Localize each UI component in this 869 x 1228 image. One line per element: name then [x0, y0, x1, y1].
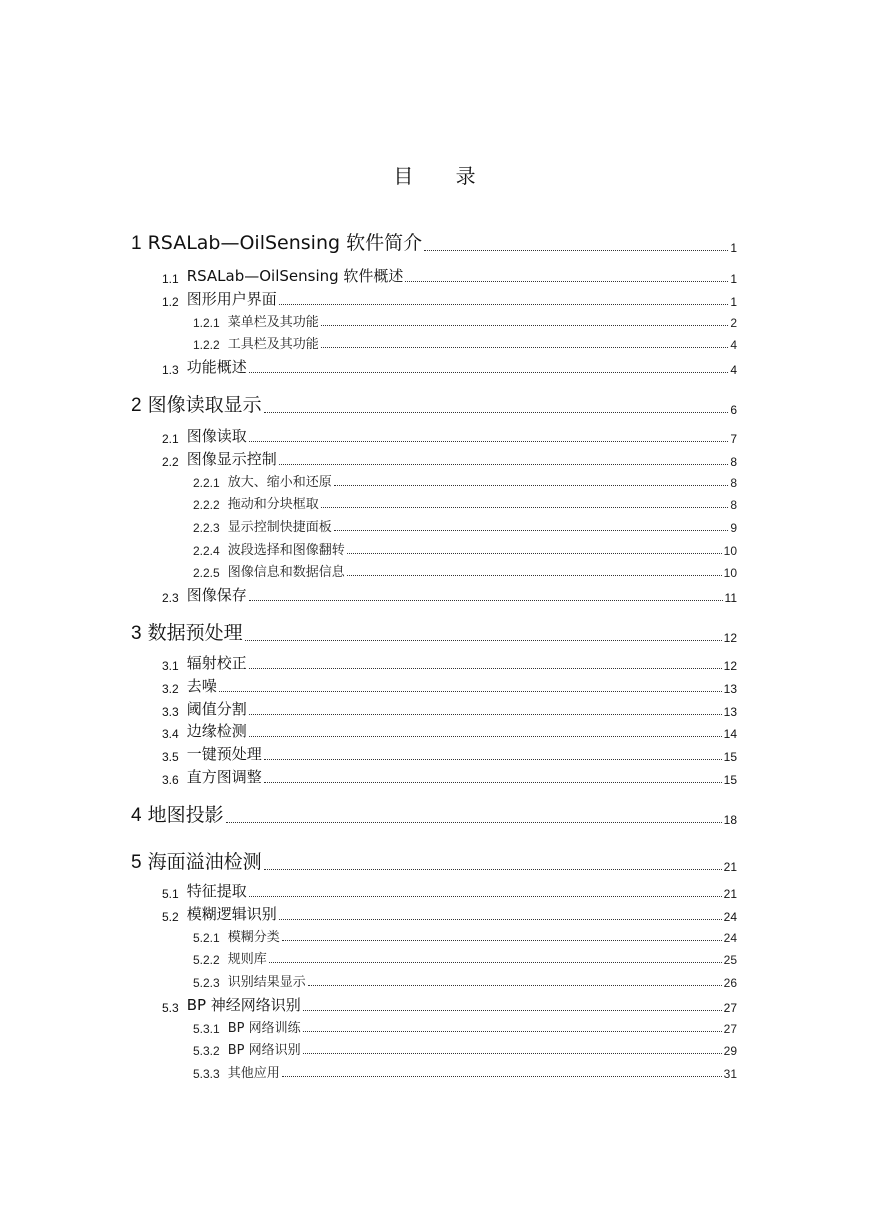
toc-entry-number: 1: [131, 233, 142, 254]
toc-page-number: 15: [723, 773, 737, 787]
toc-leader-dots: [303, 1031, 722, 1032]
toc-entry-number: 5.2.1: [193, 931, 220, 945]
toc-entry-level2[interactable]: [162, 699, 737, 719]
toc-entry-title: 特征提取: [186, 882, 247, 900]
toc-page-number: 14: [723, 727, 737, 741]
toc-entry-number: 1.2.1: [193, 316, 220, 330]
toc-leader-dots: [334, 530, 729, 531]
toc-entry-number: 5.1: [162, 887, 179, 901]
toc-entry-title: BP 网络识别: [227, 1043, 301, 1058]
toc-leader-dots: [249, 896, 722, 897]
toc-leader-dots: [249, 736, 722, 737]
toc-entry-number: 2.2.2: [193, 498, 220, 512]
toc-entry-level2[interactable]: [162, 653, 737, 673]
toc-leader-dots: [279, 919, 722, 920]
toc-leader-dots: [269, 962, 722, 963]
toc-page-number: 29: [723, 1044, 737, 1058]
toc-entry-level2[interactable]: [162, 357, 737, 377]
toc-entry-number: 5: [131, 852, 142, 873]
toc-leader-dots: [219, 691, 722, 692]
toc-page-number: 31: [723, 1067, 737, 1081]
toc-page-number: 24: [723, 910, 737, 924]
toc-entry-level3[interactable]: [193, 1063, 737, 1081]
toc-entry-number: 2.2.1: [193, 476, 220, 490]
toc-page-number: 26: [723, 976, 737, 990]
toc-entry-number: 2.2.5: [193, 566, 220, 580]
toc-entry-number: 5.3.2: [193, 1044, 220, 1058]
toc-entry-title: BP 神经网络识别: [186, 996, 301, 1014]
toc-entry-number: 5.2.2: [193, 953, 220, 967]
toc-entry-number: 5.3: [162, 1001, 179, 1015]
toc-entry-number: 2.1: [162, 432, 179, 446]
toc-entry-level2[interactable]: [162, 995, 737, 1015]
toc-page-number: 12: [723, 659, 737, 673]
toc-leader-dots: [321, 507, 729, 508]
toc-entry-title: 模糊分类: [227, 930, 280, 945]
toc-entry-title: 图像显示控制: [186, 450, 277, 468]
toc-entry-title: 其他应用: [227, 1066, 280, 1081]
toc-page-number: 6: [730, 403, 737, 417]
toc-entry-level1[interactable]: [131, 391, 737, 417]
toc-leader-dots: [264, 759, 722, 760]
toc-leader-dots: [264, 869, 722, 870]
toc-entry-title: 显示控制快捷面板: [227, 520, 332, 535]
toc-entry-level2[interactable]: [162, 721, 737, 741]
toc-leader-dots: [334, 485, 729, 486]
toc-entry-level2[interactable]: [162, 767, 737, 787]
toc-entry-title: 图像信息和数据信息: [227, 565, 345, 580]
toc-entry-level1[interactable]: [131, 801, 737, 827]
toc-entry-level3[interactable]: [193, 1040, 737, 1058]
toc-entry-number: 2: [131, 395, 142, 416]
toc-entry-title: 菜单栏及其功能: [227, 315, 319, 330]
toc-entry-number: 4: [131, 805, 142, 826]
toc-entry-title: 图像读取显示: [147, 394, 262, 416]
toc-entry-level2[interactable]: [162, 744, 737, 764]
toc-entry-title: 图像保存: [186, 586, 247, 604]
toc-entry-number: 2.3: [162, 591, 179, 605]
toc-entry-title: 功能概述: [186, 358, 247, 376]
toc-entry-title: 海面溢油检测: [147, 851, 262, 873]
toc-entry-level1[interactable]: [131, 619, 737, 645]
toc-entry-title: 识别结果显示: [227, 975, 306, 990]
toc-page-number: 21: [723, 860, 737, 874]
toc-page-number: 2: [730, 316, 737, 330]
toc-page-number: 4: [730, 363, 737, 377]
toc-entry-title: 模糊逻辑识别: [186, 905, 277, 923]
toc-entry-level3[interactable]: [193, 1018, 737, 1036]
toc-page-number: 8: [730, 455, 737, 469]
toc-page-number: 1: [730, 295, 737, 309]
toc-page-number: 27: [723, 1022, 737, 1036]
toc-page-number: 9: [730, 521, 737, 535]
toc-entry-level3[interactable]: [193, 972, 737, 990]
toc-leader-dots: [226, 822, 722, 823]
toc-page-number: 11: [724, 591, 737, 605]
toc-leader-dots: [424, 250, 728, 251]
toc-leader-dots: [264, 782, 722, 783]
toc-leader-dots: [249, 600, 723, 601]
toc-entry-level3[interactable]: [193, 334, 737, 352]
toc-page-number: 1: [730, 241, 737, 255]
toc-entry-level3[interactable]: [193, 562, 737, 580]
toc-entry-level2[interactable]: [162, 904, 737, 924]
toc-leader-dots: [308, 985, 722, 986]
toc-leader-dots: [303, 1010, 722, 1011]
toc-entry-number: 3.1: [162, 659, 179, 673]
toc-entry-level3[interactable]: [193, 927, 737, 945]
toc-page-number: 7: [730, 432, 737, 446]
toc-entry-title: RSALab—OilSensing 软件概述: [186, 267, 404, 285]
toc-entry-title: 拖动和分块框取: [227, 497, 319, 512]
toc-entry-title: 边缘检测: [186, 722, 247, 740]
toc-entry-number: 3.5: [162, 750, 179, 764]
toc-leader-dots: [249, 372, 729, 373]
toc-page-number: 27: [723, 1001, 737, 1015]
toc-page-number: 25: [723, 953, 737, 967]
toc-entry-number: 1.2.2: [193, 338, 220, 352]
toc-page-number: 18: [723, 813, 737, 827]
toc-entry-title: 工具栏及其功能: [227, 337, 319, 352]
toc-leader-dots: [264, 412, 729, 413]
toc-entry-level3[interactable]: [193, 472, 737, 490]
toc-entry-number: 2.2.3: [193, 521, 220, 535]
toc-leader-dots: [347, 575, 722, 576]
toc-entry-title: RSALab—OilSensing 软件简介: [147, 232, 423, 254]
toc-entry-number: 3: [131, 623, 142, 644]
toc-entry-title: 一键预处理: [186, 745, 262, 763]
toc-entry-level2[interactable]: [162, 449, 737, 469]
toc-entry-title: 波段选择和图像翻转: [227, 543, 345, 558]
toc-entry-title: 放大、缩小和还原: [227, 475, 332, 490]
toc-page-number: 15: [723, 750, 737, 764]
toc-page-number: 21: [723, 887, 737, 901]
toc-entry-number: 2.2.4: [193, 544, 220, 558]
toc-entry-number: 1.2: [162, 295, 179, 309]
toc-entry-number: 3.6: [162, 773, 179, 787]
toc-leader-dots: [279, 464, 729, 465]
toc-entry-title: 图像读取: [186, 427, 247, 445]
toc-page-number: 13: [723, 682, 737, 696]
toc-leader-dots: [245, 640, 722, 641]
toc-entry-level2[interactable]: [162, 585, 737, 605]
toc-entry-level3[interactable]: [193, 312, 737, 330]
toc-entry-number: 5.2: [162, 910, 179, 924]
toc-entry-title: 辐射校正: [186, 654, 247, 672]
toc-leader-dots: [347, 553, 722, 554]
toc-entry-number: 2.2: [162, 455, 179, 469]
toc-entry-title: 图形用户界面: [186, 290, 277, 308]
toc-page-number: 10: [723, 566, 737, 580]
toc-leader-dots: [249, 714, 722, 715]
toc-entry-title: 直方图调整: [186, 768, 262, 786]
toc-entry-level3[interactable]: [193, 540, 737, 558]
page-title: 目 录: [393, 164, 494, 188]
toc-entry-title: 规则库: [227, 952, 267, 967]
toc-entry-number: 3.2: [162, 682, 179, 696]
toc-page-number: 8: [730, 498, 737, 512]
toc-leader-dots: [321, 325, 729, 326]
toc-entry-number: 1.1: [162, 272, 179, 286]
toc-entry-level2[interactable]: [162, 266, 737, 286]
toc-entry-title: 地图投影: [147, 804, 224, 826]
toc-entry-level3[interactable]: [193, 517, 737, 535]
toc-entry-level1[interactable]: [131, 229, 737, 255]
toc-entry-level3[interactable]: [193, 949, 737, 967]
toc-entry-level3[interactable]: [193, 494, 737, 512]
toc-entry-number: 5.2.3: [193, 976, 220, 990]
toc-leader-dots: [249, 668, 722, 669]
toc-entry-number: 1.3: [162, 363, 179, 377]
toc-leader-dots: [303, 1053, 722, 1054]
toc-entry-number: 3.4: [162, 727, 179, 741]
toc-page-number: 12: [723, 631, 737, 645]
toc-entry-number: 5.3.1: [193, 1022, 220, 1036]
toc-entry-title: 阈值分割: [186, 700, 247, 718]
toc-leader-dots: [405, 281, 728, 282]
toc-leader-dots: [321, 347, 729, 348]
toc-leader-dots: [282, 1076, 722, 1077]
toc-entry-level1[interactable]: [131, 848, 737, 874]
toc-page-number: 8: [730, 476, 737, 490]
toc-leader-dots: [279, 304, 729, 305]
toc-entry-level2[interactable]: [162, 426, 737, 446]
toc-entry-title: 去噪: [186, 677, 217, 695]
toc-page-number: 24: [723, 931, 737, 945]
toc-entry-title: 数据预处理: [147, 622, 243, 644]
toc-entry-level2[interactable]: [162, 676, 737, 696]
toc-entry-number: 5.3.3: [193, 1067, 220, 1081]
toc-entry-level2[interactable]: [162, 881, 737, 901]
toc-page-number: 13: [723, 705, 737, 719]
toc-leader-dots: [249, 441, 729, 442]
toc-page-number: 10: [723, 544, 737, 558]
toc-leader-dots: [282, 940, 722, 941]
toc-entry-title: BP 网络训练: [227, 1021, 301, 1036]
toc-entry-level2[interactable]: [162, 289, 737, 309]
toc-page-number: 1: [730, 272, 737, 286]
toc-entry-number: 3.3: [162, 705, 179, 719]
toc-page-number: 4: [730, 338, 737, 352]
